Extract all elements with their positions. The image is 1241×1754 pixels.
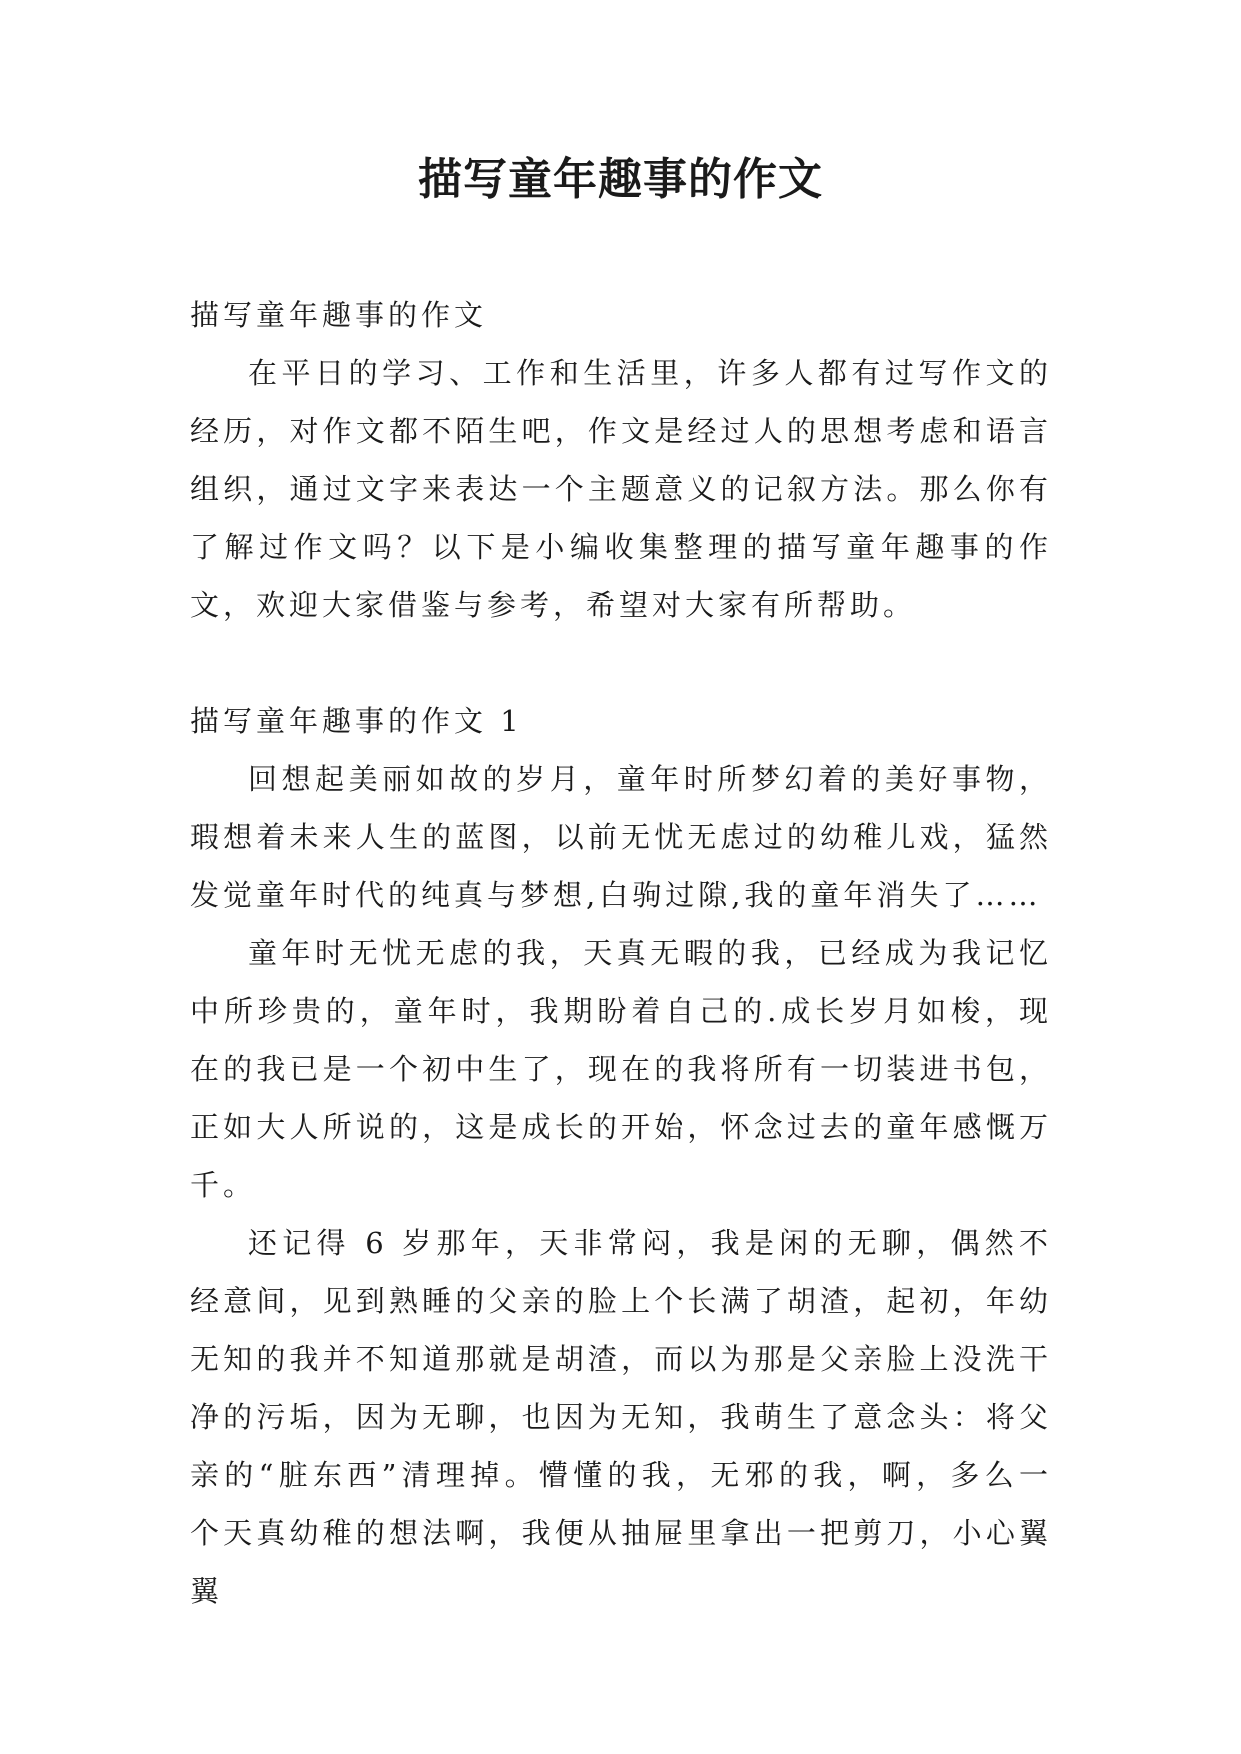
body-paragraph: 童年时无忧无虑的我，天真无暇的我，已经成为我记忆中所珍贵的，童年时，我期盼着自己的.成长岁月如梭，现在的我已是一个初中生了，现在的我将所有一切装进书包，正如大人所说的，这是成长的开始，怀念过去的童年感慨万千。 xyxy=(190,936,1052,1202)
intro-paragraph: 在平日的学习、工作和生活里，许多人都有过写作文的经历，对作文都不陌生吧，作文是经过人的思想考虑和语言组织，通过文字来表达一个主题意义的记叙方法。那么你有了解过作文吗？以下是小编收集整理的描写童年趣事的作文，欢迎大家借鉴与参考，希望对大家有所帮助。 xyxy=(190,356,1052,622)
document-title: 描写童年趣事的作文 xyxy=(418,154,823,205)
document-body xyxy=(190,286,1052,1620)
section-heading: 描写童年趣事的作文 1 xyxy=(190,704,523,738)
body-paragraph: 还记得 6 岁那年，天非常闷，我是闲的无聊，偶然不经意间，见到熟睡的父亲的脸上个长满了胡渣，起初，年幼无知的我并不知道那就是胡渣，而以为那是父亲脸上没洗干净的污垢，因为无聊，也因为无知，我萌生了意念头：将父亲的“脏东西”清理掉。懵懂的我，无邪的我，啊，多么一个天真幼稚的想法啊，我便从抽屉里拿出一把剪刀，小心翼翼 xyxy=(190,1226,1052,1608)
section-spacer xyxy=(190,634,1052,692)
body-paragraph: 回想起美丽如故的岁月，童年时所梦幻着的美好事物，瑕想着未来人生的蓝图，以前无忧无虑过的幼稚儿戏，猛然发觉童年时代的纯真与梦想,白驹过隙,我的童年消失了…… xyxy=(190,762,1052,912)
document-subtitle: 描写童年趣事的作文 xyxy=(190,298,488,332)
